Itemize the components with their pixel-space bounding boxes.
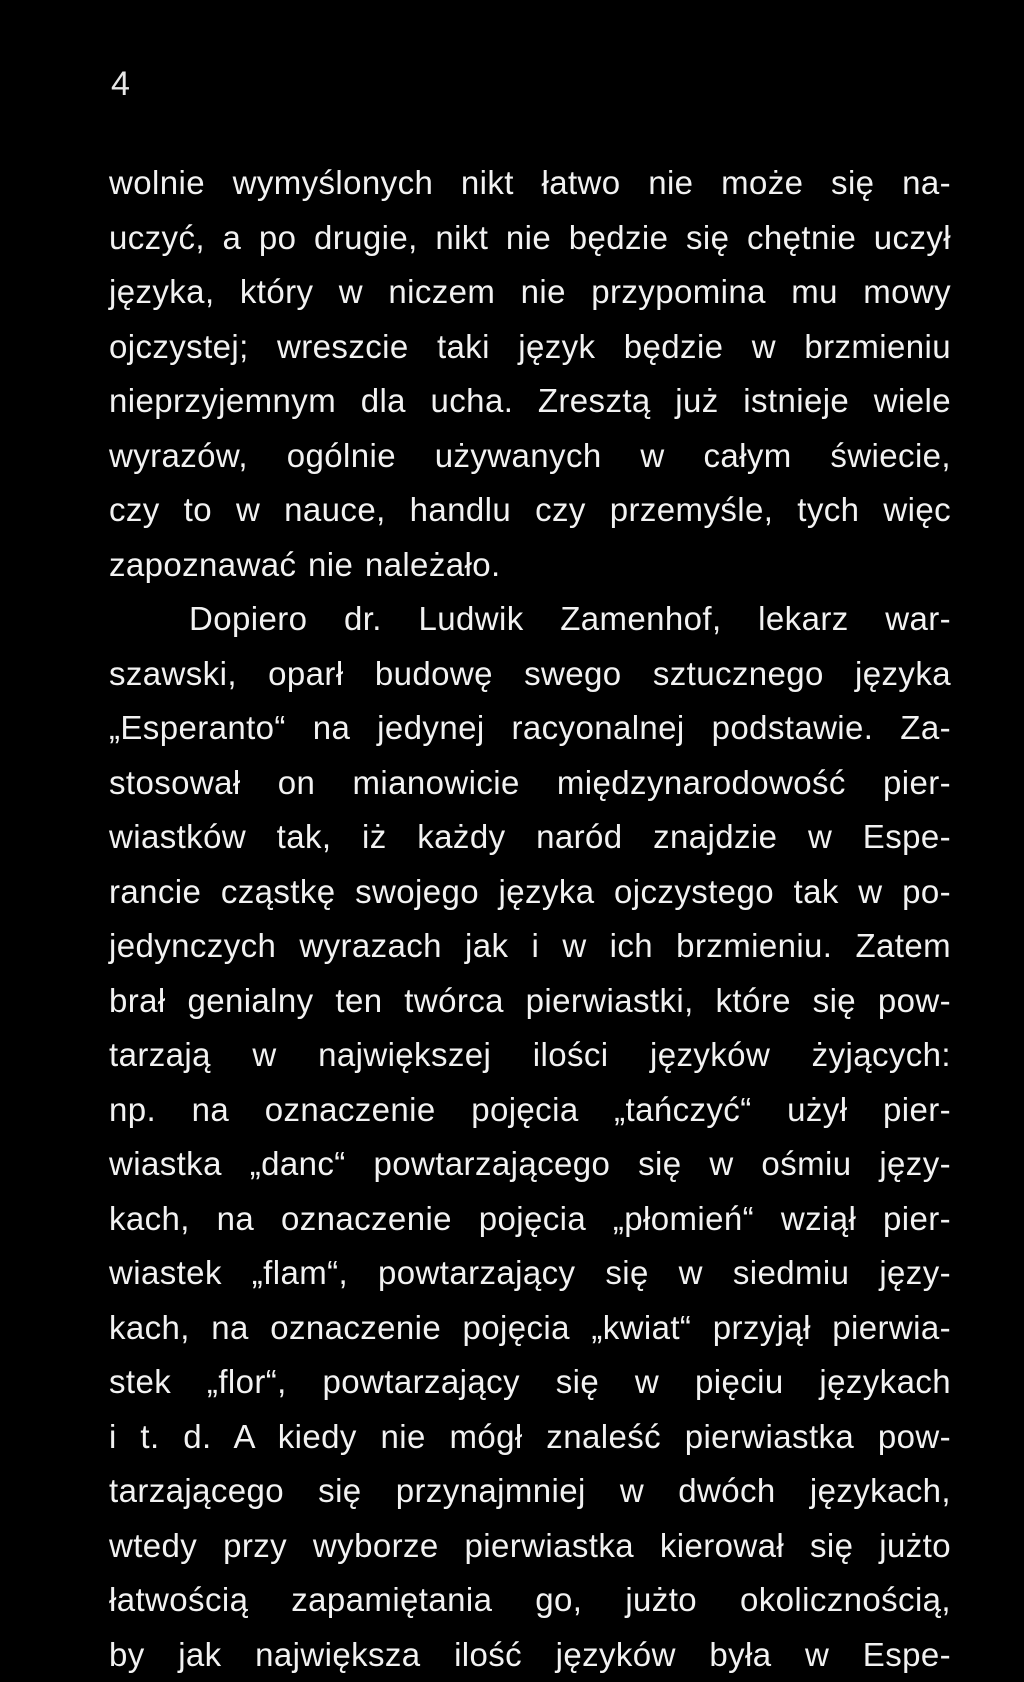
text-line: tarzają w największej ilości języków żyjących: — [109, 1028, 951, 1083]
text-line: łatwością zapamiętania go, jużto okolicznością, — [109, 1573, 951, 1628]
text-line: kach, na oznaczenie pojęcia „kwiat“ przyjął pierwia- — [109, 1301, 951, 1356]
text-line: wiastka „danc“ powtarzającego się w ośmiu języ- — [109, 1137, 951, 1192]
body-text — [109, 156, 951, 1682]
text-line: czy to w nauce, handlu czy przemyśle, tych więc — [109, 483, 951, 538]
text-line: języka, który w niczem nie przypomina mu mowy — [109, 265, 951, 320]
text-line: „Esperanto“ na jedynej racyonalnej podstawie. Za- — [109, 701, 951, 756]
text-line: ojczystej; wreszcie taki język będzie w brzmieniu — [109, 320, 951, 375]
text-line: stek „flor“, powtarzający się w pięciu językach — [109, 1355, 951, 1410]
text-line: uczyć, a po drugie, nikt nie będzie się chętnie uczył — [109, 211, 951, 266]
text-line: brał genialny ten twórca pierwiastki, które się pow- — [109, 974, 951, 1029]
page-number: 4 — [111, 64, 130, 104]
text-line: kach, na oznaczenie pojęcia „płomień“ wziął pier- — [109, 1192, 951, 1247]
text-line: wolnie wymyślonych nikt łatwo nie może się na- — [109, 156, 951, 211]
text-line: wtedy przy wyborze pierwiastka kierował się jużto — [109, 1519, 951, 1574]
text-line: jedynczych wyrazach jak i w ich brzmieniu. Zatem — [109, 919, 951, 974]
paragraph-start-line: Dopiero dr. Ludwik Zamenhof, lekarz war- — [109, 592, 951, 647]
text-line: wiastków tak, iż każdy naród znajdzie w Espe- — [109, 810, 951, 865]
text-line: wyrazów, ogólnie używanych w całym świecie, — [109, 429, 951, 484]
paragraph-end-line: zapoznawać nie należało. — [109, 538, 951, 593]
text-line: i t. d. A kiedy nie mógł znaleść pierwiastka pow- — [109, 1410, 951, 1465]
text-line: szawski, oparł budowę swego sztucznego języka — [109, 647, 951, 702]
text-line: nieprzyjemnym dla ucha. Zresztą już istnieje wiele — [109, 374, 951, 429]
text-line: stosował on mianowicie międzynarodowość pier- — [109, 756, 951, 811]
text-line: np. na oznaczenie pojęcia „tańczyć“ użył pier- — [109, 1083, 951, 1138]
text-line: tarzającego się przynajmniej w dwóch językach, — [109, 1464, 951, 1519]
text-line: wiastek „flam“, powtarzający się w siedmiu języ- — [109, 1246, 951, 1301]
text-line: rancie cząstkę swojego języka ojczystego tak w po- — [109, 865, 951, 920]
text-line: by jak największa ilość języków była w Espe- — [109, 1628, 951, 1682]
